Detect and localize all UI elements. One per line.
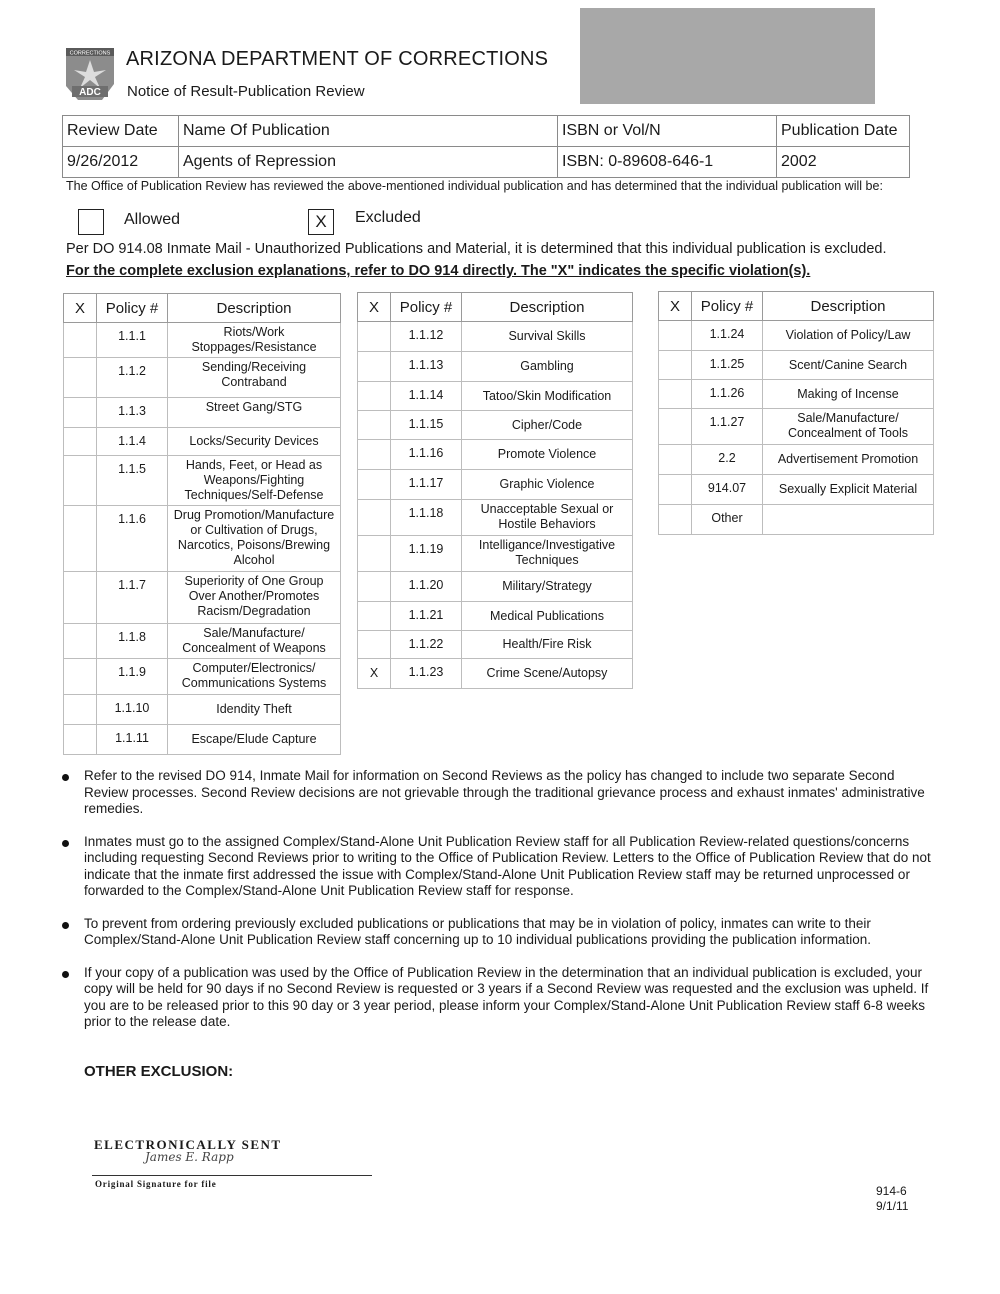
col-description: Description — [763, 292, 934, 321]
note-text: Inmates must go to the assigned Complex/Stand-Alone Unit Publication Review staff for all Publication Review-related questions/concerns including requesting Second Reviews prior to writing to the Office of Publication Review. Letters to the Office of Publication Review that do not indicate that the inmate first addressed the issue with Complex/Stand-Alone Unit Publication Review staff may be returned unprocessed or forwarded to the Complex/Stand-Alone Unit Publication Review staff for response. — [84, 833, 931, 898]
bullet-icon — [62, 922, 69, 929]
policy-number: 1.1.18 — [391, 500, 462, 536]
policy-description: Sale/Manufacture/ Concealment of Tools — [763, 409, 934, 445]
violation-mark[interactable] — [659, 475, 692, 505]
policy-row — [659, 351, 934, 380]
violation-mark[interactable] — [358, 411, 391, 440]
form-number-block — [876, 1184, 908, 1214]
publication-name-value: Agents of Repression — [179, 147, 558, 178]
policy-table-3 — [658, 291, 934, 535]
note-text: To prevent from ordering previously excluded publications or publications that may be in violation of policy, inmates can write to their Complex/Stand-Alone Unit Publication Review staff concerning up to 10 individual publications providing the publication information. — [84, 915, 871, 947]
policy-description: Graphic Violence — [462, 470, 633, 500]
policy-row — [64, 428, 341, 456]
violation-mark[interactable] — [64, 725, 97, 755]
violation-mark[interactable] — [659, 505, 692, 535]
policy-number: 1.1.6 — [97, 506, 168, 572]
violation-mark[interactable] — [358, 382, 391, 411]
policy-description: Tatoo/Skin Modification — [462, 382, 633, 411]
bullet-icon — [62, 774, 69, 781]
policy-table-1 — [63, 293, 341, 755]
policy-row — [659, 475, 934, 505]
violation-mark[interactable] — [64, 695, 97, 725]
violation-mark[interactable] — [64, 456, 97, 506]
policy-number: 1.1.16 — [391, 440, 462, 470]
policy-row — [64, 323, 341, 358]
policy-description: Making of Incense — [763, 380, 934, 409]
policy-row — [64, 572, 341, 624]
signature-caption: Original Signature for file — [95, 1179, 217, 1189]
agency-name: ARIZONA DEPARTMENT OF CORRECTIONS — [126, 48, 549, 70]
excluded-label: Excluded — [355, 209, 421, 226]
col-policy: Policy # — [692, 292, 763, 321]
redaction-box — [580, 8, 875, 104]
policy-description: Violation of Policy/Law — [763, 321, 934, 351]
col-x: X — [64, 294, 97, 323]
review-date-value: 9/26/2012 — [63, 147, 179, 178]
violation-mark[interactable] — [358, 572, 391, 602]
violation-mark[interactable] — [358, 440, 391, 470]
logo-top-text: CORRECTIONS — [69, 50, 111, 57]
other-exclusion-label: OTHER EXCLUSION: — [84, 1063, 234, 1080]
violation-mark[interactable] — [358, 470, 391, 500]
policy-description: Unacceptable Sexual or Hostile Behaviors — [462, 500, 633, 536]
policy-row — [659, 380, 934, 409]
policy-row — [358, 572, 633, 602]
policy-description: Sending/Receiving Contraband — [168, 358, 341, 398]
policy-row — [64, 358, 341, 398]
violation-mark[interactable] — [659, 351, 692, 380]
policy-number: 1.1.4 — [97, 428, 168, 456]
note-item — [62, 834, 932, 900]
policy-row — [64, 624, 341, 659]
policy-description: Idendity Theft — [168, 695, 341, 725]
policy-number: 1.1.2 — [97, 358, 168, 398]
bullet-icon — [62, 840, 69, 847]
exclusion-reference: For the complete exclusion explanations, refer to DO 914 directly. The "X" indicates the specific violation(s). — [66, 263, 811, 279]
policy-row — [358, 631, 633, 659]
policy-number: 1.1.20 — [391, 572, 462, 602]
violation-mark[interactable] — [64, 659, 97, 695]
violation-mark[interactable] — [358, 322, 391, 352]
violation-mark[interactable] — [64, 323, 97, 358]
policy-row — [64, 456, 341, 506]
note-item — [62, 768, 932, 818]
violation-mark[interactable] — [64, 572, 97, 624]
policy-row — [659, 409, 934, 445]
policy-number: 1.1.8 — [97, 624, 168, 659]
header-review-date: Review Date — [63, 116, 179, 147]
policy-row — [358, 500, 633, 536]
policy-number: 1.1.10 — [97, 695, 168, 725]
policy-description: Scent/Canine Search — [763, 351, 934, 380]
policy-number: 1.1.23 — [391, 659, 462, 689]
violation-mark[interactable] — [64, 428, 97, 456]
exclusion-determination: Per DO 914.08 Inmate Mail - Unauthorized Publications and Material, it is determined that this individual publication is excluded. — [66, 241, 887, 257]
policy-description: Escape/Elude Capture — [168, 725, 341, 755]
col-x: X — [358, 293, 391, 322]
policy-number: 1.1.25 — [692, 351, 763, 380]
policy-number: 1.1.9 — [97, 659, 168, 695]
publication-date-value: 2002 — [777, 147, 910, 178]
policy-row — [659, 505, 934, 535]
policy-description: Sexually Explicit Material — [763, 475, 934, 505]
note-text: Refer to the revised DO 914, Inmate Mail for information on Second Reviews as the policy has changed to include two separate Second Review processes. Second Review decisions are not grievable through the traditional grievance process and exhaust inmates' administrative remedies. — [84, 768, 925, 816]
notes-list — [62, 768, 932, 1047]
allowed-label: Allowed — [124, 211, 181, 228]
policy-table-2 — [357, 292, 633, 689]
policy-description: Drug Promotion/Manufacture or Cultivation of Drugs, Narcotics, Poisons/Brewing Alcohol — [168, 506, 341, 572]
policy-number: 1.1.12 — [391, 322, 462, 352]
policy-description: Superiority of One Group Over Another/Promotes Racism/Degradation — [168, 572, 341, 624]
policy-number: 914.07 — [692, 475, 763, 505]
violation-mark[interactable] — [64, 398, 97, 428]
policy-description: Sale/Manufacture/ Concealment of Weapons — [168, 624, 341, 659]
policy-number: 1.1.14 — [391, 382, 462, 411]
publication-header-row — [63, 116, 910, 147]
policy-row — [659, 445, 934, 475]
violation-mark[interactable] — [659, 321, 692, 351]
policy-row — [358, 659, 633, 689]
policy-row — [358, 536, 633, 572]
policy-row — [64, 725, 341, 755]
policy-description — [763, 505, 934, 535]
publication-value-row — [63, 147, 910, 178]
policy-description: Computer/Electronics/ Communications Systems — [168, 659, 341, 695]
policy-row — [358, 322, 633, 352]
policy-description: Gambling — [462, 352, 633, 382]
policy-row — [64, 695, 341, 725]
handwritten-signature: James E. Rapp — [145, 1150, 234, 1164]
policy-number: 2.2 — [692, 445, 763, 475]
policy-description: Medical Publications — [462, 602, 633, 631]
publication-table — [62, 115, 910, 178]
note-item — [62, 965, 932, 1031]
bullet-icon — [62, 971, 69, 978]
isbn-value: ISBN: 0-89608-646-1 — [558, 147, 777, 178]
note-text: If your copy of a publication was used by the Office of Publication Review in the determination that an individual publication is excluded, your copy will be held for 90 days if no Second Review is requested or 3 years if a Second Review was requested and the exclusion was upheld. If you are to be released prior to this 90 day or 3 year period, please inform your Complex/Stand-Alone Unit Publication Review staff 6-8 weeks prior to the release date. — [84, 964, 929, 1029]
policy-number: Other — [692, 505, 763, 535]
form-date: 9/1/11 — [876, 1199, 909, 1213]
violation-mark[interactable] — [358, 352, 391, 382]
review-statement: The Office of Publication Review has reviewed the above-mentioned individual publication and has determined that the individual publication will be: — [66, 179, 883, 193]
notice-subtitle: Notice of Result-Publication Review — [127, 83, 365, 100]
policy-number: 1.1.11 — [97, 725, 168, 755]
adc-logo — [64, 46, 116, 102]
policy-description: Survival Skills — [462, 322, 633, 352]
policy-row — [64, 506, 341, 572]
policy-number: 1.1.15 — [391, 411, 462, 440]
policy-number: 1.1.5 — [97, 456, 168, 506]
form-number: 914-6 — [876, 1184, 907, 1198]
policy-description: Advertisement Promotion — [763, 445, 934, 475]
header-isbn: ISBN or Vol/N — [558, 116, 777, 147]
header-publication-date: Publication Date — [777, 116, 910, 147]
policy-row — [358, 602, 633, 631]
policy-number: 1.1.7 — [97, 572, 168, 624]
policy-number: 1.1.1 — [97, 323, 168, 358]
col-x: X — [659, 292, 692, 321]
policy-description: Crime Scene/Autopsy — [462, 659, 633, 689]
policy-number: 1.1.3 — [97, 398, 168, 428]
violation-mark[interactable] — [358, 631, 391, 659]
policy-description: Locks/Security Devices — [168, 428, 341, 456]
policy-row — [659, 321, 934, 351]
policy-description: Military/Strategy — [462, 572, 633, 602]
policy-row — [358, 470, 633, 500]
col-description: Description — [168, 294, 341, 323]
note-item — [62, 916, 932, 949]
policy-number: 1.1.17 — [391, 470, 462, 500]
policy-number: 1.1.13 — [391, 352, 462, 382]
policy-number: 1.1.22 — [391, 631, 462, 659]
policy-row — [358, 411, 633, 440]
policy-row — [64, 398, 341, 428]
excluded-checkbox[interactable]: X — [308, 209, 334, 235]
violation-mark[interactable] — [358, 602, 391, 631]
policy-number: 1.1.27 — [692, 409, 763, 445]
violation-mark[interactable] — [358, 536, 391, 572]
header-publication-name: Name Of Publication — [179, 116, 558, 147]
policy-number: 1.1.24 — [692, 321, 763, 351]
signature-line — [92, 1175, 372, 1176]
policy-number: 1.1.21 — [391, 602, 462, 631]
violation-mark[interactable] — [659, 380, 692, 409]
violation-mark[interactable] — [64, 506, 97, 572]
policy-description: Street Gang/STG — [168, 398, 341, 428]
policy-description: Health/Fire Risk — [462, 631, 633, 659]
policy-row — [358, 382, 633, 411]
policy-description: Cipher/Code — [462, 411, 633, 440]
policy-number: 1.1.19 — [391, 536, 462, 572]
col-policy: Policy # — [391, 293, 462, 322]
violation-mark[interactable] — [64, 358, 97, 398]
policy-row — [64, 659, 341, 695]
policy-row — [358, 352, 633, 382]
logo-text: ADC — [79, 87, 101, 98]
violation-mark[interactable] — [659, 409, 692, 445]
col-description: Description — [462, 293, 633, 322]
electronically-sent: ELECTRONICALLY SENT — [94, 1137, 282, 1152]
policy-row — [358, 440, 633, 470]
policy-description: Intelligance/Investigative Techniques — [462, 536, 633, 572]
policy-description: Promote Violence — [462, 440, 633, 470]
violation-mark[interactable] — [659, 445, 692, 475]
allowed-checkbox[interactable] — [78, 209, 104, 235]
col-policy: Policy # — [97, 294, 168, 323]
policy-description: Riots/Work Stoppages/Resistance — [168, 323, 341, 358]
violation-mark[interactable]: X — [358, 659, 391, 689]
policy-description: Hands, Feet, or Head as Weapons/Fighting Techniques/Self-Defense — [168, 456, 341, 506]
violation-mark[interactable] — [358, 500, 391, 536]
violation-mark[interactable] — [64, 624, 97, 659]
policy-number: 1.1.26 — [692, 380, 763, 409]
